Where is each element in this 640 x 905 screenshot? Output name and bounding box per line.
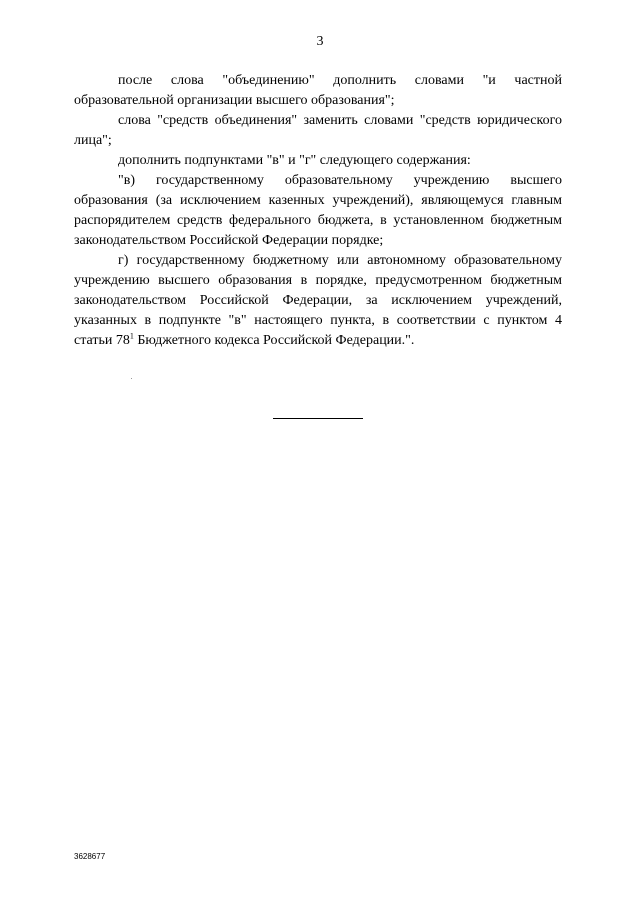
paragraph-1: после слова "объединению" дополнить словами "и частной образовательной организации высшего образования"; (74, 73, 562, 108)
page-number: 3 (316, 34, 324, 49)
paragraph-5-main-text: г) государственному бюджетному или автономному образовательному учреждению высшего образования в порядке, предусмотренном бюджетным законодательством Российской Федерации, за исключением учреждений, указанных в подпункте "в" настоящего пункта, в соответствии с пунктом 4 статьи 78 (74, 253, 562, 348)
paragraph-4-subpoint-v: "в) государственному образовательному учреждению высшего образования (за исключением казенных учреждений), являющемуся главным распорядителем средств федерального бюджета, в установленном бюджетным законодательством Российской Федерации порядке; (74, 173, 562, 248)
paragraph-5-subpoint-g (74, 251, 562, 351)
paragraph-5-tail: Бюджетного кодекса Российской Федерации.". (133, 333, 415, 348)
document-body (74, 71, 562, 351)
scan-speck (131, 378, 132, 379)
document-code: 3628677 (74, 852, 106, 861)
end-separator-line (273, 418, 363, 419)
article-superscript: 1 (129, 331, 134, 341)
paragraph-2: слова "средств объединения" заменить словами "средств юридического лица"; (74, 113, 562, 148)
paragraph-3: дополнить подпунктами "в" и "г" следующего содержания: (118, 153, 471, 168)
